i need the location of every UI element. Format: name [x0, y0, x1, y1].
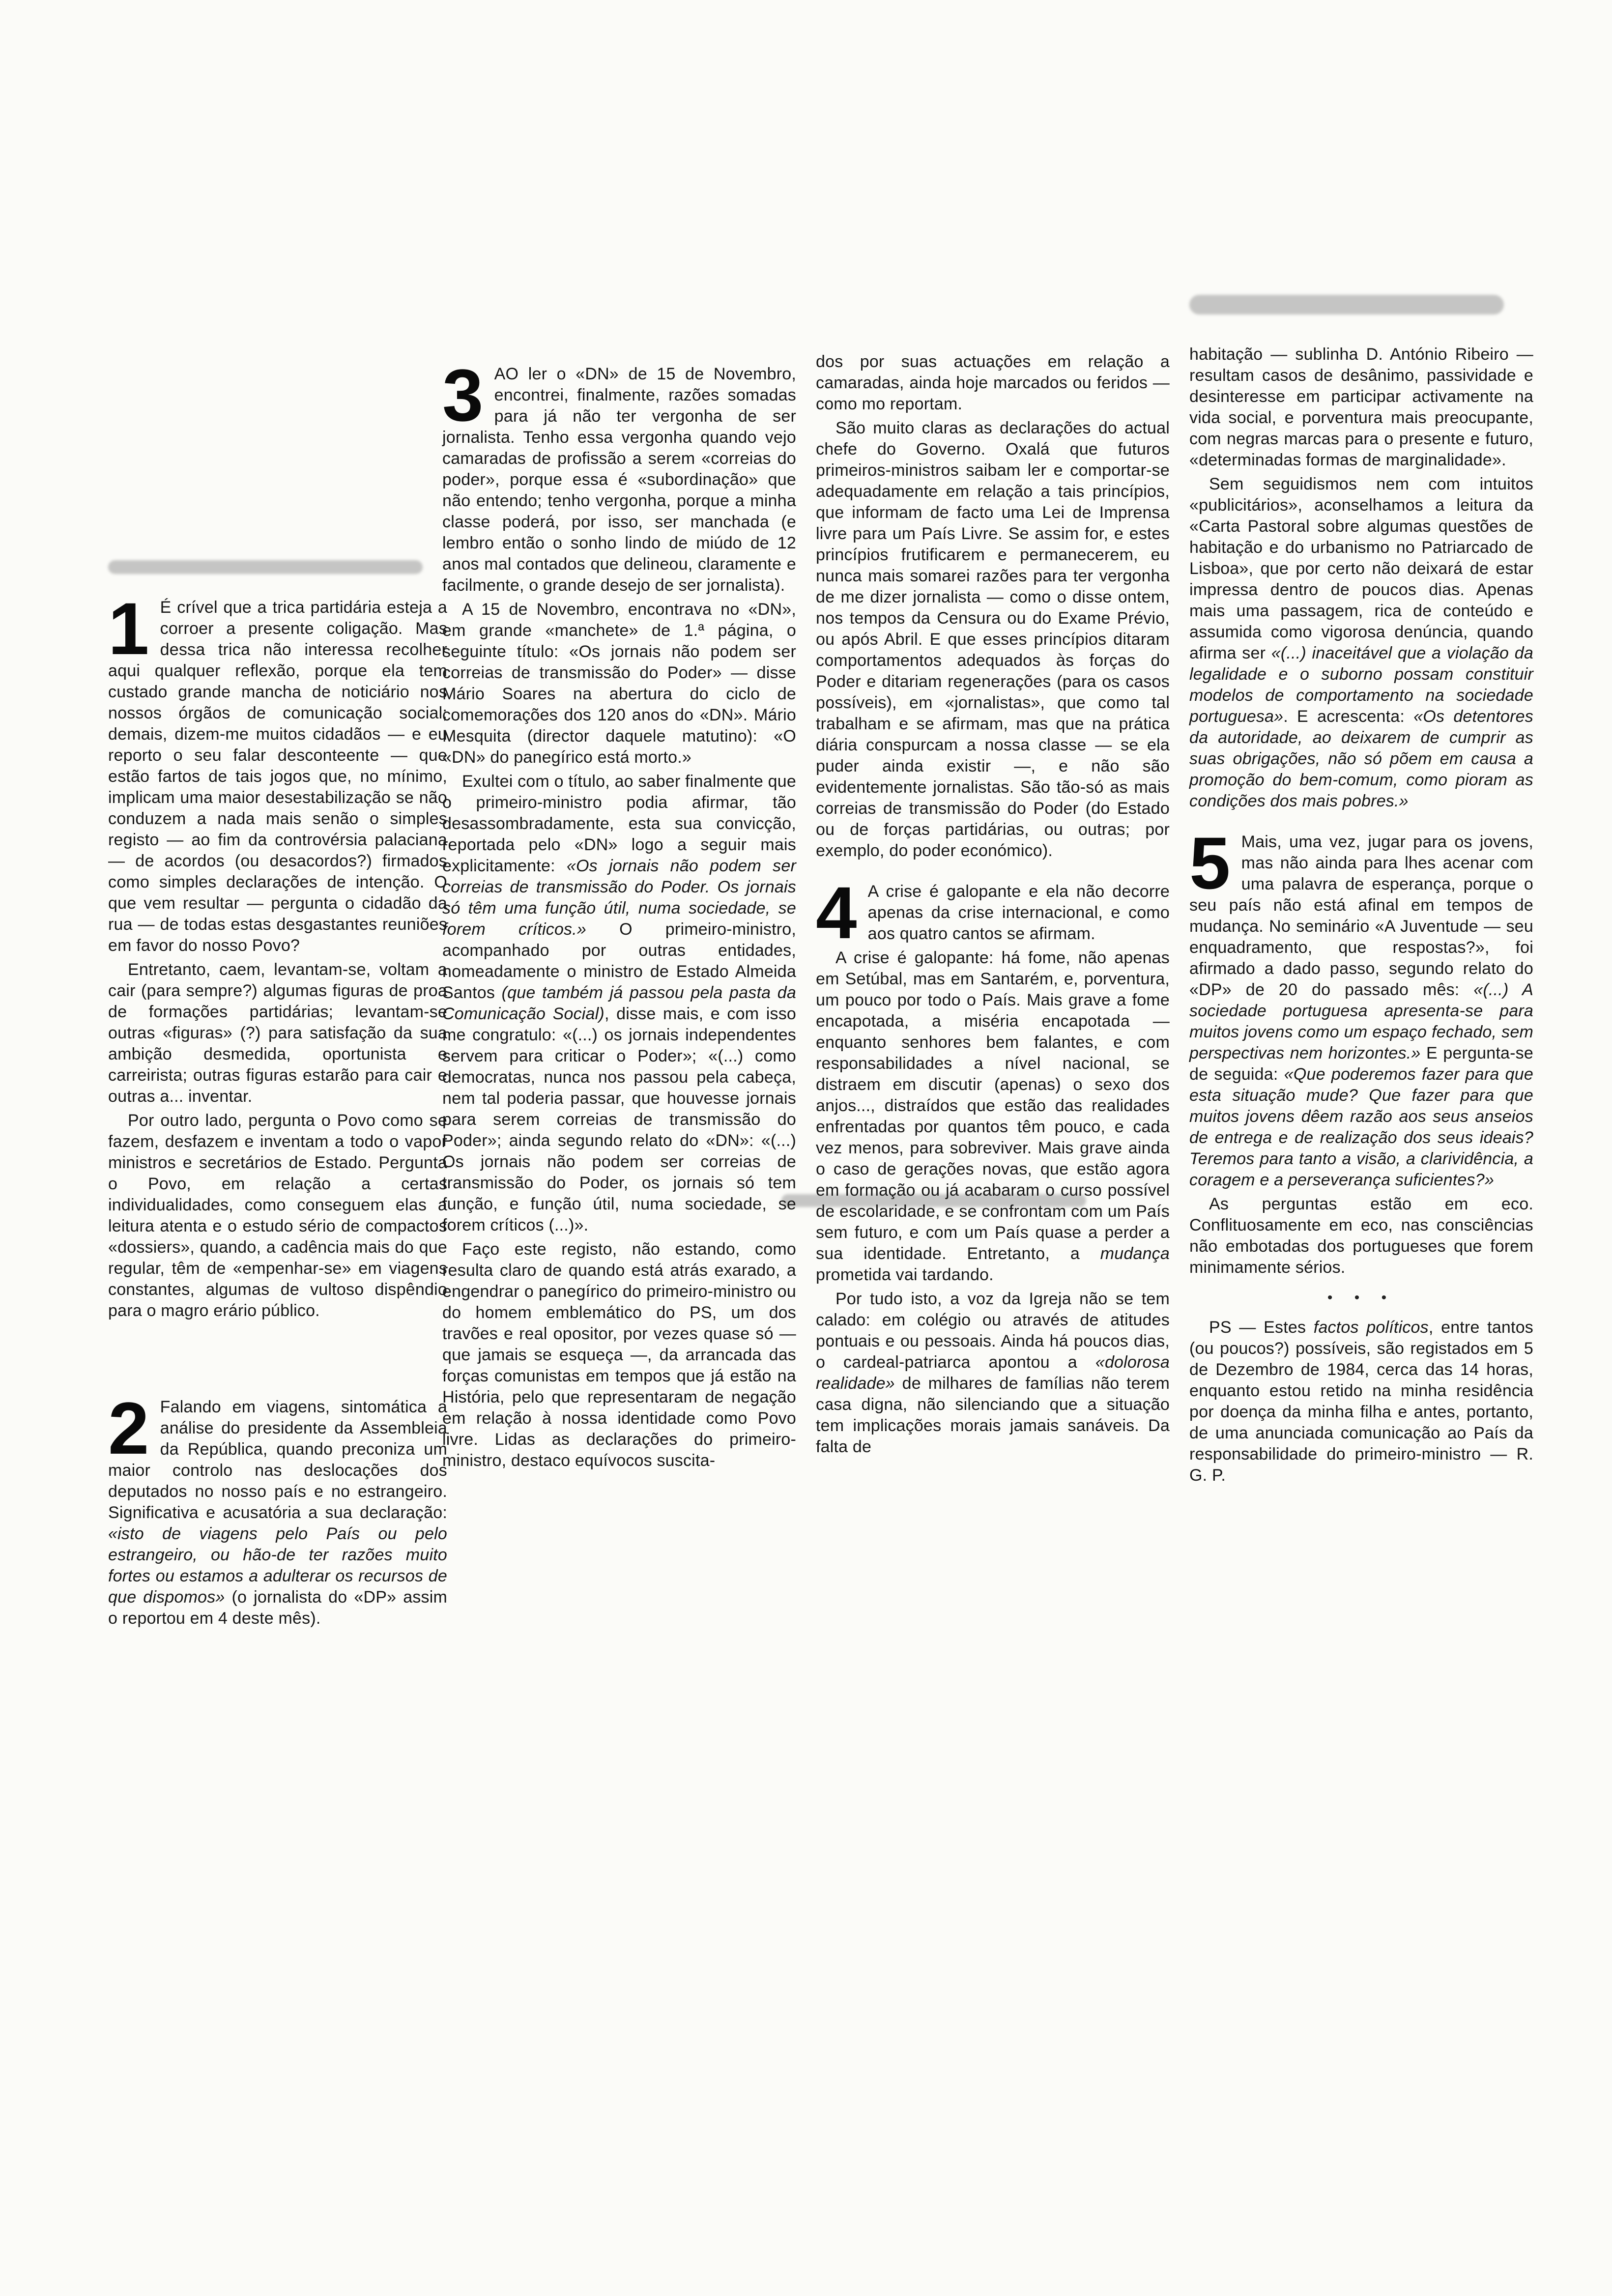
paragraph: [1189, 822, 1533, 1191]
text-run: prometida vai tardando.: [816, 1265, 994, 1284]
paragraph: habitação — sublinha D. António Ribeiro — resultam casos de desânimo, passividade e desinteresse em participar activamente na vida social, e porventura mais preocupante, com negras marcas para o presente e futuro, «determinadas formas de marginalidade».: [1189, 345, 1533, 469]
text-run: Por tudo isto, a voz da Igreja não se tem calado: em colégio ou através de atitudes pontuais e ou pessoais. Ainda há poucos dias, o cardeal-patriarca apontou a: [816, 1290, 1170, 1372]
section-4: [816, 871, 1170, 1458]
text-run: Sem seguidismos nem com intuitos «publicitários», aconselhamos a leitura da «Carta Pastoral sobre algumas questões de habitação e do urbanismo no Patriarcado de Lisboa», que por certo não deixará de estar impressa dentro de poucos dias. Apenas mais uma passagem, rica de conteúdo e assumida como vigorosa denúncia, quando afirma ser: [1189, 475, 1533, 662]
paragraph: São muito claras as declarações do actual chefe do Governo. Oxalá que futuros primeiros-ministros saibam ler e comportar-se adequadamente em relação a tais princípios, que informam de facto uma Lei de Imprensa livre para um País Livre. Se assim for, e estes princípios frutificarem e permanecerem, eu nunca mais somarei razões para ter vergonha de me dizer jornalista — como o disse ontem, nos tempos da Censura ou do Exame Prévio, ou após Abril. E que esses princípios ditaram comportamentos adequados às forças do Poder e ditariam regenerações (para os casos possíveis), em «jornalistas», que como tal trabalham e se afirmam, mas que na prática diária conspurcam a nossa classe — se ela puder ainda existir —, e não são evidentemente jornalistas. São tão-só as mais correias de transmissão do Poder (do Estado ou de forças partidárias, ou outras; por exemplo, do poder económico).: [816, 419, 1170, 860]
paragraph: As perguntas estão em eco. Conflituosamente em eco, nas consciências não embotadas dos portugueses que forem minimamente sérios.: [1189, 1195, 1533, 1277]
emphasis: mudança: [1100, 1244, 1170, 1263]
text-run: E pergunta-se de seguida:: [1189, 1044, 1533, 1084]
quote: «Os detentores da autoridade, ao deixarem de cumprir as suas obrigações, não só põem em causa a promoção do bem-comum, como pioram as condições dos mais pobres.»: [1189, 707, 1533, 810]
quote: «(...) A sociedade portuguesa apresenta-se para muitos jovens como um espaço fechado, sem perspectivas nem horizontes.»: [1189, 980, 1533, 1062]
paragraph: Por outro lado, pergunta o Povo como se fazem, desfazem e inventam a todo o vapor ministros e secretários de Estado. Pergunta o Povo, em relação a certas individualidades, como conseguem elas a leitura atenta e o estudo sério de compactos «dossiers», quando, a cadência mais do que regular, têm de «empenhar-se» em viagens constantes, algumas de vultoso dispêndio para o magro erário público.: [108, 1111, 447, 1320]
paragraph: [816, 947, 1170, 1286]
text-run: de milhares de famílias não terem casa digna, não silenciando que a situação tem implicações morais jamais sanáveis. Da falta de: [816, 1374, 1170, 1456]
column-1: [108, 587, 447, 1632]
section-number-1: 1: [108, 587, 149, 670]
text-run: . E acrescenta:: [1283, 707, 1405, 726]
section-3: [442, 354, 796, 1471]
scan-smudge-top: [1189, 295, 1504, 315]
paragraph: Faço este registo, não estando, como resulta claro de quando está atrás exarado, a engendrar o panegírico do primeiro-ministro ou do homem emblemático do PS, um dos travões e real opositor, por vezes quase só — que jamais se esqueça —, da arrancada das forças comunistas em tempos que já estão na História, pelo que representaram de negação em relação à nossa identidade como Povo livre. Lidas as declarações do primeiro-ministro, destaco equívocos suscita-: [442, 1240, 796, 1470]
quote: «dolorosa realidade»: [816, 1353, 1170, 1393]
paragraph: [1189, 474, 1533, 812]
section-2: [108, 1387, 447, 1629]
text-run: , entre tantos (ou poucos?) possíveis, são registados em 5 de Dezembro de 1984, cerca das 14 horas, enquanto estou retido na minha residência por doença da minha filha e antes, portanto, de uma anunciada comunicação ao País da responsabilidade do primeiro-ministro — R. G. P.: [1189, 1318, 1533, 1485]
paragraph: É crível que a trica partidária esteja a corroer a presente coligação. Mas dessa trica não interessa recolher aqui qualquer reflexão, porque ela tem custado grande mancha de noticiário nos nossos órgãos de comunicação social; demais, dizem-me muitos cidadãos — e eu reporto o seu falar desconteente — que estão fartos de tais jogos que, no mínimo, implicam uma maior desestabilização se não conduzem a nada mais senão o simples registo — ao fim da controvérsia palaciana — de acordos (ou desacordos?) firmados como simples declarações de intenção. O que vem resultar — pergunta o cidadão da rua — de todas estas desgastantes reuniões em favor do nosso Povo?: [108, 598, 447, 955]
quote: «(...) inaceitável que a violação da legalidade e o suborno possam constituir modelos de comportamento na sociedade portuguesa»: [1189, 644, 1534, 726]
paragraph: Entretanto, caem, levantam-se, voltam a cair (para sempre?) algumas figuras de proa de formações partidárias; levantam-se outras «figuras» (?) para satisfação da sua ambição desmedida, oportunista e carreirista; outras figuras estarão para cair e outras a... inventar.: [108, 960, 447, 1106]
section-divider: [108, 1351, 447, 1372]
paragraph: A crise é galopante e ela não decorre apenas da crise internacional, e como aos quatro cantos se afirmam.: [867, 882, 1170, 943]
text-run: O primeiro-ministro, acompanhado por outras entidades, nomeadamente o ministro de Estado Almeida Santos: [442, 920, 796, 1002]
paragraph: [108, 1387, 447, 1629]
column-4: [1189, 344, 1533, 1489]
text-run: (o jornalista do «DP» assim o reportou em 4 deste mês).: [108, 1588, 447, 1628]
text-run: Falando em viagens, sintomática a análise do presidente da Assembleia da República, quando preconiza um maior controlo nas deslocações dos deputados no nosso país e no estrangeiro. Significativa e acusatória a sua declaração:: [108, 1398, 447, 1522]
emphasis: factos políticos: [1313, 1318, 1429, 1337]
paragraph: dos por suas actuações em relação a camaradas, ainda hoje marcados ou feridos — como mo reportam.: [816, 352, 1170, 413]
quote: «isto de viagens pelo País ou pelo estrangeiro, ou hão-de ter razões muito fortes ou estamos a adulterar os recursos de que dispomos»: [108, 1524, 447, 1607]
section-5: [1189, 822, 1533, 1278]
text-run: PS — Estes: [1209, 1318, 1306, 1337]
text-run: Exultei com o título, ao saber finalmente que o primeiro-ministro podia afirmar, tão desassombradamente, esta sua convicção, reportada pelo «DN» logo a seguir mais explicitamente:: [442, 772, 796, 875]
column-3: [816, 351, 1170, 1461]
text-run: , disse mais, e com isso me congratulo: «(...) os jornais independentes servem para criticar o Poder»; «(...) como democratas, nunca nos passou pela cabeça, nem tal poderia passar, que houvesse jornais para serem correias de transmissão do Poder»; ainda segundo relato do «DN»: «(...) Os jornais não podem ser correias de transmissão do Poder, os jornais só tem função, e função útil, numa sociedade, se forem críticos (...)».: [442, 1004, 796, 1234]
section-1: [108, 587, 447, 1321]
text-run: Mais, uma vez, jugar para os jovens, mas não ainda para lhes acenar com uma palavra de esperança, porque o seu país não está afinal em tempos de mudança. No seminário «A Juventude — seu enquadramento, que respostas?», foi afirmado a dado passo, segundo relato do «DP» de 20 do passado mês:: [1189, 832, 1533, 999]
paragraph: AO ler o «DN» de 15 de Novembro, encontrei, finalmente, razões somadas para já não ter vergonha de ser jornalista. Tenho essa vergonha quando vejo camaradas de profissão a serem «correias do poder», porque essa é «subordinação» que não entendo; tenho vergonha, porque a minha classe poderá, por isso, ser manchada (e lembro então o sonho lindo de miúdo de 12 anos mal contados que delineou, claramente e facilmente, o grande desejo de ser jornalista).: [442, 365, 796, 595]
separator-dots: • • •: [1327, 1290, 1396, 1306]
quote: «Que poderemos fazer para que esta situação mude? Que fazer para que muitos jovens dêem razão aos seus anseios de entrega e de realização dos seus ideais? Teremos para tanto a visão, a clarividência, a coragem e a perseverança suficientes?»: [1189, 1065, 1533, 1189]
section-number-4: 4: [816, 871, 857, 954]
paragraph: A 15 de Novembro, encontrava no «DN», em grande «manchete» de 1.ª página, o seguinte título: «Os jornais não podem ser correias de transmissão do Poder» — disse Mário Soares na abertura do ciclo de comemorações dos 120 anos do «DN». Mário Mesquita (director daquele matutino): «O «DN» do panegírico está morto.»: [442, 600, 796, 767]
paragraph: [816, 1289, 1170, 1458]
postscript: [1189, 1317, 1533, 1486]
column-2: [442, 354, 796, 1474]
paragraph: [442, 771, 796, 1236]
scan-smudge-left: [108, 560, 423, 574]
section-number-3: 3: [442, 354, 484, 436]
text-run: A crise é galopante: há fome, não apenas em Setúbal, mas em Santarém, e, porventura, um pouco por todo o País. Mais grave a fome encapotada, a miséria encapotada — enquanto senhores bem falantes, e com responsabilidades a nível nacional, se distraem em discutir (apenas) o sexo dos anjos..., distraídos que estão das realidades enfrentadas por quantos têm pouco, e cada vez menos, para sobreviver. Mais grave ainda o caso de gerações novas, que estão agora em formação ou já acabaram o curso possível de escolaridade, e se confrontam com um País sem futuro, e com um País quase a perder a sua identidade. Entretanto, a: [816, 948, 1170, 1263]
section-number-2: 2: [108, 1387, 149, 1469]
quote: «Os jornais não podem ser correias de transmissão do Poder. Os jornais só têm uma função útil, numa sociedade, se forem críticos.»: [442, 857, 796, 939]
section-number-5: 5: [1189, 822, 1231, 904]
quote: (que também já passou pela pasta da Comunicação Social): [442, 983, 796, 1023]
